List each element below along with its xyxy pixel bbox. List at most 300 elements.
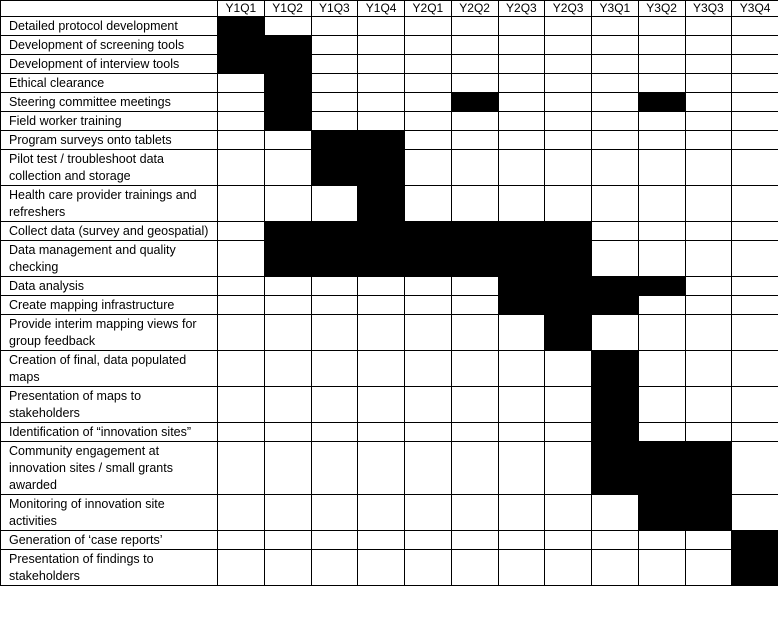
gantt-empty-cell: [358, 36, 405, 55]
gantt-empty-cell: [498, 74, 545, 93]
task-label: Presentation of findings to stakeholders: [1, 550, 218, 586]
task-row: [1, 387, 778, 423]
gantt-empty-cell: [218, 531, 265, 550]
gantt-empty-cell: [498, 387, 545, 423]
gantt-bar-cell: [638, 442, 685, 495]
gantt-empty-cell: [451, 112, 498, 131]
gantt-empty-cell: [218, 351, 265, 387]
gantt-empty-cell: [311, 531, 358, 550]
gantt-empty-cell: [451, 55, 498, 74]
gantt-empty-cell: [545, 423, 592, 442]
gantt-bar-cell: [264, 55, 311, 74]
gantt-empty-cell: [218, 423, 265, 442]
gantt-empty-cell: [638, 186, 685, 222]
gantt-empty-cell: [732, 186, 778, 222]
gantt-empty-cell: [732, 17, 778, 36]
task-label: Community engagement at innovation sites / small grants awarded: [1, 442, 218, 495]
gantt-empty-cell: [358, 17, 405, 36]
gantt-empty-cell: [732, 387, 778, 423]
gantt-bar-cell: [732, 531, 778, 550]
gantt-empty-cell: [685, 387, 732, 423]
task-label: Field worker training: [1, 112, 218, 131]
gantt-empty-cell: [638, 241, 685, 277]
gantt-bar-cell: [358, 131, 405, 150]
gantt-empty-cell: [264, 351, 311, 387]
gantt-empty-cell: [638, 55, 685, 74]
gantt-empty-cell: [732, 222, 778, 241]
gantt-empty-cell: [685, 531, 732, 550]
gantt-empty-cell: [358, 93, 405, 112]
task-label: Health care provider trainings and refreshers: [1, 186, 218, 222]
gantt-empty-cell: [405, 186, 452, 222]
gantt-empty-cell: [311, 17, 358, 36]
task-label: Presentation of maps to stakeholders: [1, 387, 218, 423]
gantt-empty-cell: [264, 423, 311, 442]
gantt-empty-cell: [311, 550, 358, 586]
task-row: [1, 531, 778, 550]
gantt-empty-cell: [732, 131, 778, 150]
gantt-bar-cell: [498, 277, 545, 296]
gantt-empty-cell: [405, 351, 452, 387]
gantt-empty-cell: [451, 74, 498, 93]
gantt-empty-cell: [545, 186, 592, 222]
gantt-empty-cell: [685, 74, 732, 93]
gantt-empty-cell: [592, 186, 639, 222]
gantt-empty-cell: [451, 150, 498, 186]
task-row: [1, 222, 778, 241]
gantt-empty-cell: [592, 74, 639, 93]
gantt-empty-cell: [311, 112, 358, 131]
gantt-empty-cell: [638, 131, 685, 150]
gantt-empty-cell: [592, 241, 639, 277]
gantt-empty-cell: [358, 423, 405, 442]
quarter-header: Y3Q4: [732, 1, 778, 17]
gantt-empty-cell: [451, 442, 498, 495]
task-row: [1, 93, 778, 112]
task-row: [1, 186, 778, 222]
gantt-empty-cell: [405, 495, 452, 531]
gantt-empty-cell: [311, 315, 358, 351]
gantt-empty-cell: [685, 186, 732, 222]
gantt-empty-cell: [592, 531, 639, 550]
gantt-empty-cell: [405, 150, 452, 186]
gantt-empty-cell: [311, 277, 358, 296]
gantt-bar-cell: [638, 277, 685, 296]
gantt-empty-cell: [545, 17, 592, 36]
gantt-empty-cell: [638, 423, 685, 442]
gantt-empty-cell: [685, 315, 732, 351]
gantt-empty-cell: [405, 277, 452, 296]
gantt-empty-cell: [218, 495, 265, 531]
quarter-header: Y1Q3: [311, 1, 358, 17]
gantt-empty-cell: [685, 36, 732, 55]
gantt-empty-cell: [218, 442, 265, 495]
gantt-bar-cell: [358, 150, 405, 186]
task-row: [1, 55, 778, 74]
gantt-empty-cell: [451, 131, 498, 150]
gantt-empty-cell: [638, 387, 685, 423]
gantt-empty-cell: [218, 296, 265, 315]
gantt-empty-cell: [638, 112, 685, 131]
gantt-empty-cell: [545, 550, 592, 586]
gantt-empty-cell: [545, 387, 592, 423]
gantt-empty-cell: [264, 150, 311, 186]
gantt-empty-cell: [498, 531, 545, 550]
gantt-bar-cell: [358, 241, 405, 277]
task-row: [1, 351, 778, 387]
gantt-empty-cell: [592, 550, 639, 586]
gantt-empty-cell: [311, 186, 358, 222]
gantt-empty-cell: [311, 495, 358, 531]
gantt-empty-cell: [545, 112, 592, 131]
gantt-empty-cell: [451, 423, 498, 442]
gantt-empty-cell: [638, 296, 685, 315]
gantt-empty-cell: [685, 423, 732, 442]
gantt-empty-cell: [498, 351, 545, 387]
gantt-empty-cell: [685, 93, 732, 112]
quarter-header: Y1Q1: [218, 1, 265, 17]
gantt-empty-cell: [218, 112, 265, 131]
gantt-empty-cell: [264, 131, 311, 150]
gantt-empty-cell: [498, 150, 545, 186]
gantt-bar-cell: [592, 387, 639, 423]
task-row: [1, 112, 778, 131]
gantt-bar-cell: [545, 315, 592, 351]
gantt-empty-cell: [311, 55, 358, 74]
task-label: Pilot test / troubleshoot data collection and storage: [1, 150, 218, 186]
gantt-bar-cell: [592, 277, 639, 296]
gantt-empty-cell: [358, 315, 405, 351]
task-label: Create mapping infrastructure: [1, 296, 218, 315]
gantt-empty-cell: [311, 442, 358, 495]
gantt-empty-cell: [311, 423, 358, 442]
gantt-empty-cell: [218, 93, 265, 112]
gantt-empty-cell: [405, 442, 452, 495]
gantt-bar-cell: [264, 93, 311, 112]
gantt-bar-cell: [405, 222, 452, 241]
gantt-empty-cell: [638, 351, 685, 387]
gantt-empty-cell: [685, 351, 732, 387]
gantt-bar-cell: [218, 17, 265, 36]
gantt-empty-cell: [405, 531, 452, 550]
quarter-header: Y3Q3: [685, 1, 732, 17]
gantt-empty-cell: [732, 442, 778, 495]
gantt-empty-cell: [405, 550, 452, 586]
gantt-bar-cell: [264, 74, 311, 93]
gantt-empty-cell: [405, 17, 452, 36]
gantt-empty-cell: [685, 131, 732, 150]
task-row: [1, 277, 778, 296]
gantt-empty-cell: [358, 495, 405, 531]
gantt-bar-cell: [264, 112, 311, 131]
gantt-empty-cell: [451, 495, 498, 531]
gantt-empty-cell: [218, 550, 265, 586]
gantt-bar-cell: [545, 241, 592, 277]
task-rows: [1, 17, 778, 586]
gantt-empty-cell: [498, 423, 545, 442]
gantt-empty-cell: [498, 550, 545, 586]
gantt-empty-cell: [498, 315, 545, 351]
gantt-empty-cell: [451, 387, 498, 423]
gantt-empty-cell: [638, 550, 685, 586]
gantt-empty-cell: [545, 93, 592, 112]
gantt-empty-cell: [732, 296, 778, 315]
gantt-empty-cell: [498, 442, 545, 495]
gantt-empty-cell: [592, 150, 639, 186]
task-row: [1, 315, 778, 351]
gantt-empty-cell: [685, 112, 732, 131]
gantt-empty-cell: [405, 296, 452, 315]
gantt-bar-cell: [311, 222, 358, 241]
gantt-empty-cell: [685, 241, 732, 277]
task-row: [1, 442, 778, 495]
gantt-empty-cell: [545, 531, 592, 550]
gantt-empty-cell: [498, 36, 545, 55]
gantt-empty-cell: [358, 277, 405, 296]
gantt-bar-cell: [685, 495, 732, 531]
gantt-empty-cell: [498, 17, 545, 36]
gantt-empty-cell: [685, 17, 732, 36]
gantt-empty-cell: [264, 277, 311, 296]
gantt-empty-cell: [264, 387, 311, 423]
gantt-empty-cell: [592, 36, 639, 55]
gantt-empty-cell: [451, 17, 498, 36]
gantt-empty-cell: [685, 150, 732, 186]
gantt-bar-cell: [638, 93, 685, 112]
gantt-bar-cell: [498, 241, 545, 277]
gantt-empty-cell: [405, 423, 452, 442]
gantt-empty-cell: [218, 277, 265, 296]
gantt-empty-cell: [545, 74, 592, 93]
header-row: [1, 1, 778, 17]
gantt-empty-cell: [498, 131, 545, 150]
gantt-empty-cell: [264, 17, 311, 36]
task-label: Identification of “innovation sites”: [1, 423, 218, 442]
gantt-bar-cell: [311, 150, 358, 186]
quarter-header: Y2Q1: [405, 1, 452, 17]
task-label: Detailed protocol development: [1, 17, 218, 36]
gantt-empty-cell: [311, 296, 358, 315]
gantt-empty-cell: [592, 17, 639, 36]
task-label: Provide interim mapping views for group feedback: [1, 315, 218, 351]
gantt-empty-cell: [451, 296, 498, 315]
gantt-bar-cell: [545, 222, 592, 241]
gantt-empty-cell: [592, 55, 639, 74]
task-row: [1, 495, 778, 531]
task-row: [1, 74, 778, 93]
gantt-bar-cell: [545, 296, 592, 315]
quarter-header: Y2Q2: [451, 1, 498, 17]
gantt-bar-cell: [592, 423, 639, 442]
gantt-empty-cell: [592, 131, 639, 150]
gantt-empty-cell: [545, 442, 592, 495]
gantt-empty-cell: [451, 36, 498, 55]
gantt-bar-cell: [311, 131, 358, 150]
gantt-bar-cell: [358, 186, 405, 222]
task-label: Generation of ‘case reports’: [1, 531, 218, 550]
gantt-empty-cell: [732, 277, 778, 296]
gantt-empty-cell: [638, 531, 685, 550]
gantt-empty-cell: [451, 186, 498, 222]
gantt-empty-cell: [592, 222, 639, 241]
gantt-empty-cell: [405, 131, 452, 150]
task-label: Steering committee meetings: [1, 93, 218, 112]
quarter-header: Y1Q4: [358, 1, 405, 17]
gantt-bar-cell: [405, 241, 452, 277]
task-row: [1, 36, 778, 55]
gantt-empty-cell: [732, 74, 778, 93]
header-corner: [1, 1, 218, 17]
gantt-empty-cell: [218, 74, 265, 93]
gantt-empty-cell: [685, 296, 732, 315]
gantt-empty-cell: [218, 241, 265, 277]
task-row: [1, 131, 778, 150]
gantt-bar-cell: [451, 222, 498, 241]
gantt-bar-cell: [592, 296, 639, 315]
gantt-empty-cell: [311, 74, 358, 93]
gantt-empty-cell: [264, 495, 311, 531]
gantt-empty-cell: [405, 74, 452, 93]
gantt-bar-cell: [451, 241, 498, 277]
gantt-empty-cell: [358, 387, 405, 423]
gantt-empty-cell: [498, 112, 545, 131]
gantt-bar-cell: [545, 277, 592, 296]
task-row: [1, 423, 778, 442]
gantt-empty-cell: [545, 55, 592, 74]
gantt-empty-cell: [638, 36, 685, 55]
task-label: Data analysis: [1, 277, 218, 296]
gantt-empty-cell: [592, 495, 639, 531]
gantt-empty-cell: [264, 531, 311, 550]
gantt-empty-cell: [218, 315, 265, 351]
gantt-empty-cell: [358, 296, 405, 315]
gantt-empty-cell: [498, 495, 545, 531]
gantt-bar-cell: [592, 442, 639, 495]
gantt-bar-cell: [451, 93, 498, 112]
gantt-empty-cell: [218, 150, 265, 186]
gantt-empty-cell: [732, 93, 778, 112]
gantt-bar-cell: [498, 296, 545, 315]
quarter-header: Y2Q3: [498, 1, 545, 17]
gantt-empty-cell: [732, 495, 778, 531]
gantt-bar-cell: [498, 222, 545, 241]
gantt-empty-cell: [218, 131, 265, 150]
quarter-header: Y1Q2: [264, 1, 311, 17]
gantt-empty-cell: [311, 387, 358, 423]
gantt-empty-cell: [218, 222, 265, 241]
gantt-empty-cell: [638, 150, 685, 186]
task-label: Development of screening tools: [1, 36, 218, 55]
quarter-header: Y3Q2: [638, 1, 685, 17]
gantt-empty-cell: [451, 277, 498, 296]
gantt-bar-cell: [264, 222, 311, 241]
gantt-empty-cell: [732, 112, 778, 131]
gantt-empty-cell: [638, 74, 685, 93]
task-label: Creation of final, data populated maps: [1, 351, 218, 387]
gantt-bar-cell: [685, 442, 732, 495]
gantt-empty-cell: [732, 36, 778, 55]
gantt-empty-cell: [405, 36, 452, 55]
gantt-empty-cell: [358, 55, 405, 74]
gantt-empty-cell: [311, 93, 358, 112]
gantt-empty-cell: [732, 423, 778, 442]
gantt-empty-cell: [732, 150, 778, 186]
gantt-empty-cell: [405, 55, 452, 74]
gantt-bar-cell: [638, 495, 685, 531]
gantt-empty-cell: [545, 351, 592, 387]
gantt-empty-cell: [638, 17, 685, 36]
task-row: [1, 550, 778, 586]
gantt-empty-cell: [545, 150, 592, 186]
gantt-bar-cell: [218, 55, 265, 74]
gantt-empty-cell: [264, 550, 311, 586]
gantt-empty-cell: [451, 531, 498, 550]
gantt-empty-cell: [732, 351, 778, 387]
gantt-empty-cell: [358, 550, 405, 586]
task-row: [1, 150, 778, 186]
task-label: Ethical clearance: [1, 74, 218, 93]
gantt-empty-cell: [732, 241, 778, 277]
gantt-bar-cell: [218, 36, 265, 55]
gantt-empty-cell: [451, 550, 498, 586]
gantt-empty-cell: [405, 112, 452, 131]
task-label: Program surveys onto tablets: [1, 131, 218, 150]
gantt-empty-cell: [218, 387, 265, 423]
gantt-empty-cell: [264, 296, 311, 315]
task-row: [1, 296, 778, 315]
gantt-empty-cell: [358, 74, 405, 93]
gantt-empty-cell: [498, 93, 545, 112]
gantt-empty-cell: [592, 93, 639, 112]
task-row: [1, 241, 778, 277]
gantt-bar-cell: [311, 241, 358, 277]
gantt-empty-cell: [451, 351, 498, 387]
gantt-empty-cell: [685, 55, 732, 74]
gantt-empty-cell: [498, 55, 545, 74]
gantt-empty-cell: [638, 315, 685, 351]
gantt-empty-cell: [405, 93, 452, 112]
gantt-empty-cell: [311, 36, 358, 55]
gantt-empty-cell: [451, 315, 498, 351]
task-label: Development of interview tools: [1, 55, 218, 74]
gantt-bar-cell: [264, 241, 311, 277]
gantt-empty-cell: [405, 387, 452, 423]
gantt-empty-cell: [264, 442, 311, 495]
gantt-empty-cell: [498, 186, 545, 222]
gantt-empty-cell: [264, 186, 311, 222]
quarter-header: Y3Q1: [592, 1, 639, 17]
task-row: [1, 17, 778, 36]
gantt-empty-cell: [358, 351, 405, 387]
task-label: Monitoring of innovation site activities: [1, 495, 218, 531]
gantt-empty-cell: [592, 315, 639, 351]
gantt-empty-cell: [732, 55, 778, 74]
gantt-empty-cell: [358, 112, 405, 131]
gantt-empty-cell: [218, 186, 265, 222]
gantt-empty-cell: [545, 495, 592, 531]
gantt-empty-cell: [638, 222, 685, 241]
gantt-empty-cell: [732, 315, 778, 351]
quarter-header: Y2Q3: [545, 1, 592, 17]
task-label: Data management and quality checking: [1, 241, 218, 277]
gantt-empty-cell: [311, 351, 358, 387]
gantt-empty-cell: [264, 315, 311, 351]
gantt-empty-cell: [545, 36, 592, 55]
gantt-empty-cell: [358, 442, 405, 495]
gantt-empty-cell: [685, 277, 732, 296]
gantt-empty-cell: [545, 131, 592, 150]
gantt-bar-cell: [592, 351, 639, 387]
